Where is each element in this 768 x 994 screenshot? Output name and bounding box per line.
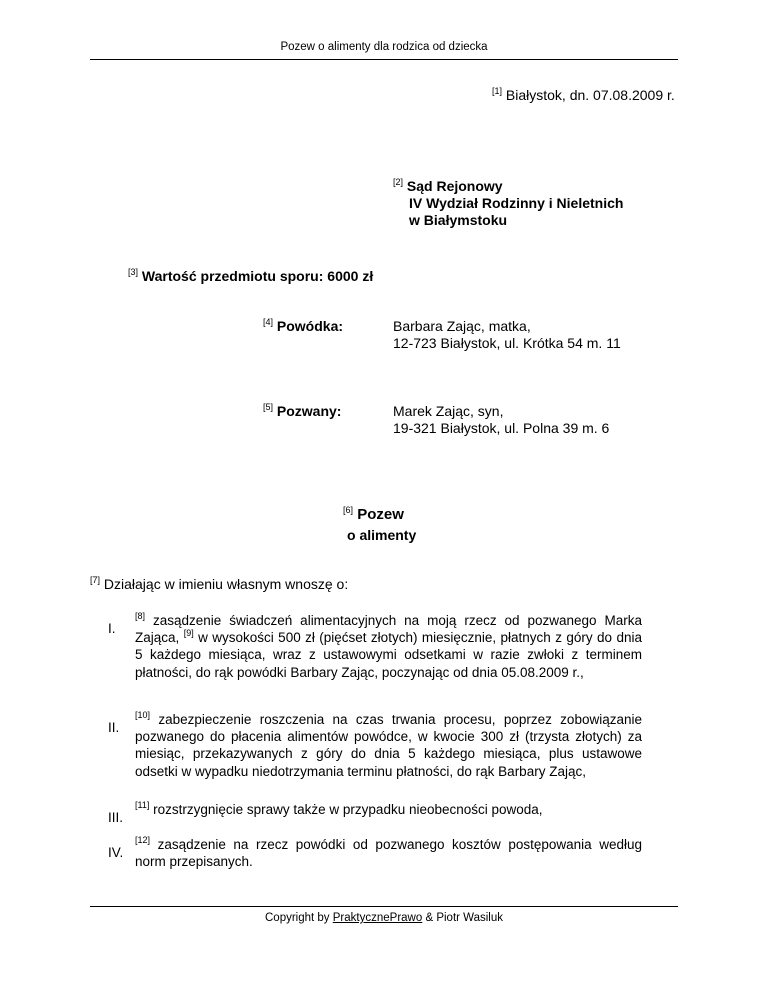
footnote-ref: [12] xyxy=(135,835,151,845)
intro xyxy=(90,576,348,593)
footnote-ref: [8] xyxy=(135,611,146,621)
court-block xyxy=(393,178,623,229)
dispute-value-text: Wartość przedmiotu sporu: 6000 zł xyxy=(141,268,374,284)
request-text: w wysokości 500 zł (pięćset złotych) miesięcznie, płatnych z góry do dnia 5 każdego miesiąca, wraz z ustawowymi odsetkami w razie zwłoki z terminem płatności, do rąk powódki Barbary Zając, poczynając od dnia 05.08.2009 r., xyxy=(135,630,642,680)
footnote-ref: [5] xyxy=(263,402,274,412)
request-number: II. xyxy=(108,720,120,735)
plaintiff-label xyxy=(263,318,343,335)
plaintiff-details xyxy=(393,318,621,352)
request-text: zasądzenie na rzecz powódki od pozwanego kosztów postępowania według norm przepisanych. xyxy=(135,837,642,870)
dispute-value xyxy=(128,268,373,285)
request-text: zabezpieczenie roszczenia na czas trwania procesu, poprzez zobowiązanie pozwanego do płacenia alimentów powódce, w kwocie 300 zł (trzysta złotych) za miesiąc, przekazywanych z góry do dnia 5 każdego miesiąca, plus ustawowe odsetki w wypadku niedotrzymania terminu płatności, do rąk Barbary Zając, xyxy=(135,712,642,779)
defendant-label-text: Pozwany: xyxy=(276,403,342,419)
page-footer xyxy=(90,911,678,925)
page-header xyxy=(90,40,678,54)
footnote-ref: [3] xyxy=(128,267,139,277)
footer-suffix: & Piotr Wasiluk xyxy=(425,912,503,924)
footnote-ref: [11] xyxy=(135,800,150,810)
intro-text: Działając w imieniu własnym wnoszę o: xyxy=(103,576,349,592)
document-title xyxy=(343,506,416,544)
footer-prefix: Copyright by xyxy=(265,912,330,924)
defendant-label xyxy=(263,403,341,420)
place-date xyxy=(492,87,675,104)
court-city: w Białymstoku xyxy=(409,212,508,228)
place-date-text: Białystok, dn. 07.08.2009 r. xyxy=(505,87,675,103)
footnote-ref: [9] xyxy=(183,628,194,639)
footer-rule xyxy=(90,906,678,907)
request-item xyxy=(135,711,642,780)
footnote-ref: [2] xyxy=(393,177,404,187)
court-name: Sąd Rejonowy xyxy=(406,178,503,194)
request-number: IV. xyxy=(108,845,124,860)
request-text: rozstrzygnięcie sprawy także w przypadku nieobecności powoda, xyxy=(153,802,543,817)
defendant-address: 19-321 Białystok, ul. Polna 39 m. 6 xyxy=(393,420,610,436)
request-item xyxy=(135,801,642,818)
footnote-ref: [7] xyxy=(90,575,101,585)
plaintiff-name: Barbara Zając, matka, xyxy=(393,318,531,334)
request-number: I. xyxy=(108,621,116,636)
request-number: III. xyxy=(108,810,124,825)
request-item xyxy=(135,836,642,870)
plaintiff-address: 12-723 Białystok, ul. Krótka 54 m. 11 xyxy=(393,335,621,351)
defendant-details xyxy=(393,403,609,437)
footnote-ref: [10] xyxy=(135,710,151,720)
title-line2: o alimenty xyxy=(347,527,417,543)
request-item xyxy=(135,612,642,681)
footnote-ref: [1] xyxy=(492,86,503,96)
header-rule xyxy=(90,59,678,60)
defendant-name: Marek Zając, syn, xyxy=(393,403,504,419)
footnote-ref: [4] xyxy=(263,317,274,327)
footer-link[interactable]: PraktycznePrawo xyxy=(332,912,423,924)
court-division: IV Wydział Rodzinny i Nieletnich xyxy=(409,195,624,211)
footnote-ref: [6] xyxy=(343,505,354,515)
title-line1: Pozew xyxy=(357,506,404,523)
header-title: Pozew o alimenty dla rodzica od dziecka xyxy=(280,41,488,53)
plaintiff-label-text: Powódka: xyxy=(276,318,344,334)
request-text: zasądzenie świadczeń alimentacyjnych na moją rzecz od pozwanego Marka Zająca, xyxy=(135,613,642,646)
